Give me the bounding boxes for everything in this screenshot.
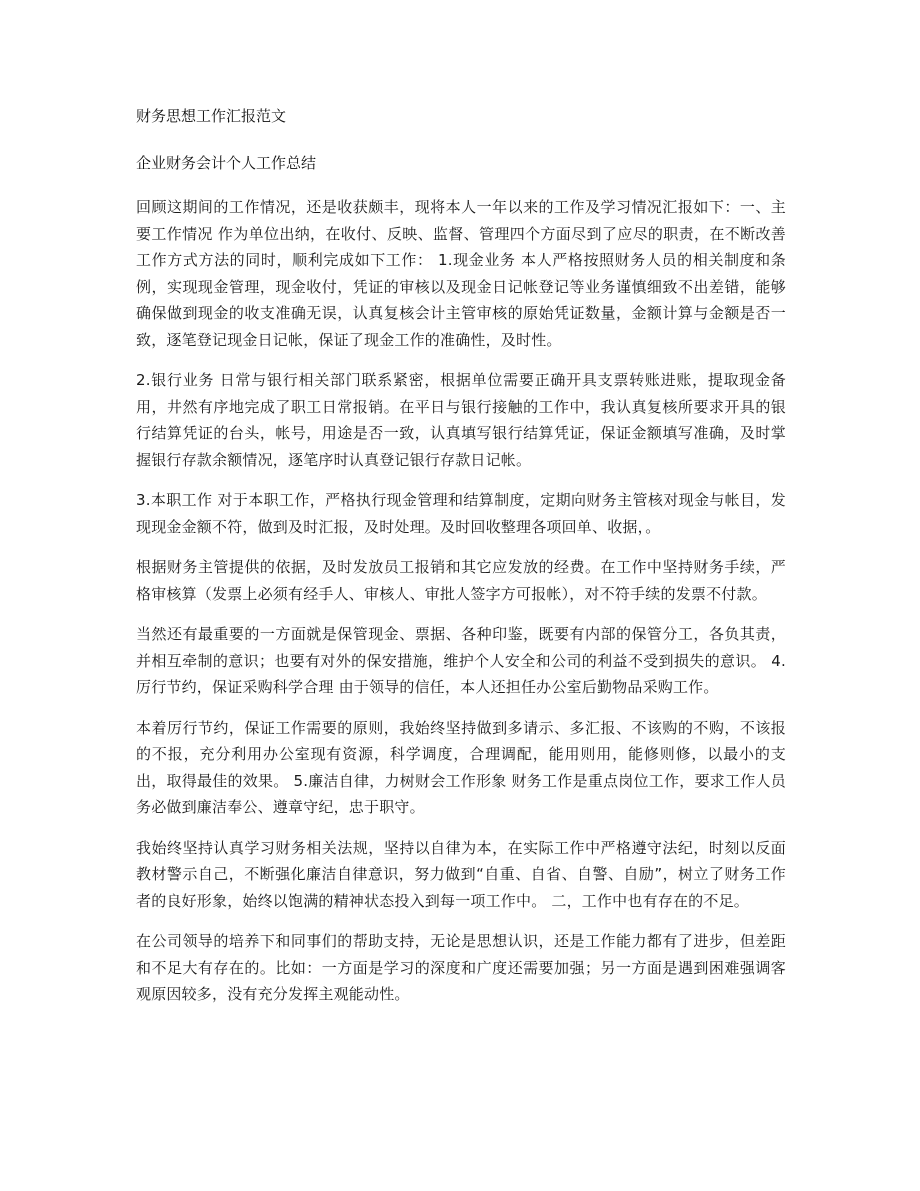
document-title: 财务思想工作汇报范文 xyxy=(136,107,287,125)
paragraph-3: 3.本职工作 对于本职工作，严格执行现金管理和结算制度，定期向财务主管核对现金与帐目，发现现金金额不符，做到及时汇报，及时处理。及时回收整理各项回单、收据，。 xyxy=(136,491,786,536)
paragraph-5: 当然还有最重要的一方面就是保管现金、票据、各种印鉴，既要有内部的保管分工，各负其责，并相互牵制的意识；也要有对外的保安措施，维护个人安全和公司的利益不受到损失的意识。 4.厉行节约，保证采购科学合理 由于领导的信任，本人还担任办公室后勤物品采购工作。 xyxy=(136,625,786,696)
paragraph-6: 本着厉行节约，保证工作需要的原则，我始终坚持做到多请示、多汇报、不该购的不购，不该报的不报，充分利用办公室现有资源，科学调度，合理调配，能用则用，能修则修，以最小的支出，取得最佳的效果。 5.廉洁自律，力树财会工作形象 财务工作是重点岗位工作，要求工作人员务必做到廉洁奉公、遵章守纪，忠于职守。 xyxy=(136,718,786,816)
paragraph-8: 在公司领导的培养下和同事们的帮助支持，无论是思想认识，还是工作能力都有了进步，但差距和不足大有存在的。比如：一方面是学习的深度和广度还需要加强；另一方面是遇到困难强调客观原因较多，没有充分发挥主观能动性。 xyxy=(136,932,786,1003)
paragraph-2: 2.银行业务 日常与银行相关部门联系紧密，根据单位需要正确开具支票转账进账，提取现金备用，井然有序地完成了职工日常报销。在平日与银行接触的工作中，我认真复核所要求开具的银行结算凭证的台头，帐号，用途是否一致，认真填写银行结算凭证，保证金额填写准确，及时掌握银行存款余额情况，逐笔序时认真登记银行存款日记帐。 xyxy=(136,371,786,469)
document-subtitle: 企业财务会计个人工作总结 xyxy=(136,154,317,172)
paragraph-4: 根据财务主管提供的依据，及时发放员工报销和其它应发放的经费。在工作中坚持财务手续，严格审核算（发票上必须有经手人、审核人、审批人签字方可报帐），对不符手续的发票不付款。 xyxy=(136,558,786,603)
paragraph-1: 回顾这期间的工作情况，还是收获颇丰，现将本人一年以来的工作及学习情况汇报如下：一、主要工作情况 作为单位出纳，在收付、反映、监督、管理四个方面尽到了应尽的职责，在不断改善工作方式方法的同时，顺利完成如下工作： 1.现金业务 本人严格按照财务人员的相关制度和条例，实现现金管理，现金收付，凭证的审核以及现金日记帐登记等业务谨慎细致不出差错，能够确保做到现金的收支准确无误，认真复核会计主管审核的原始凭证数量，金额计算与金额是否一致，逐笔登记现金日记帐，保证了现金工作的准确性，及时性。 xyxy=(136,198,786,349)
document-page xyxy=(136,104,786,1022)
paragraph-7: 我始终坚持认真学习财务相关法规，坚持以自律为本，在实际工作中严格遵守法纪，时刻以反面教材警示自己，不断强化廉洁自律意识，努力做到“自重、自省、自警、自励”，树立了财务工作者的良好形象，始终以饱满的精神状态投入到每一项工作中。 二，工作中也有存在的不足。 xyxy=(136,838,786,910)
